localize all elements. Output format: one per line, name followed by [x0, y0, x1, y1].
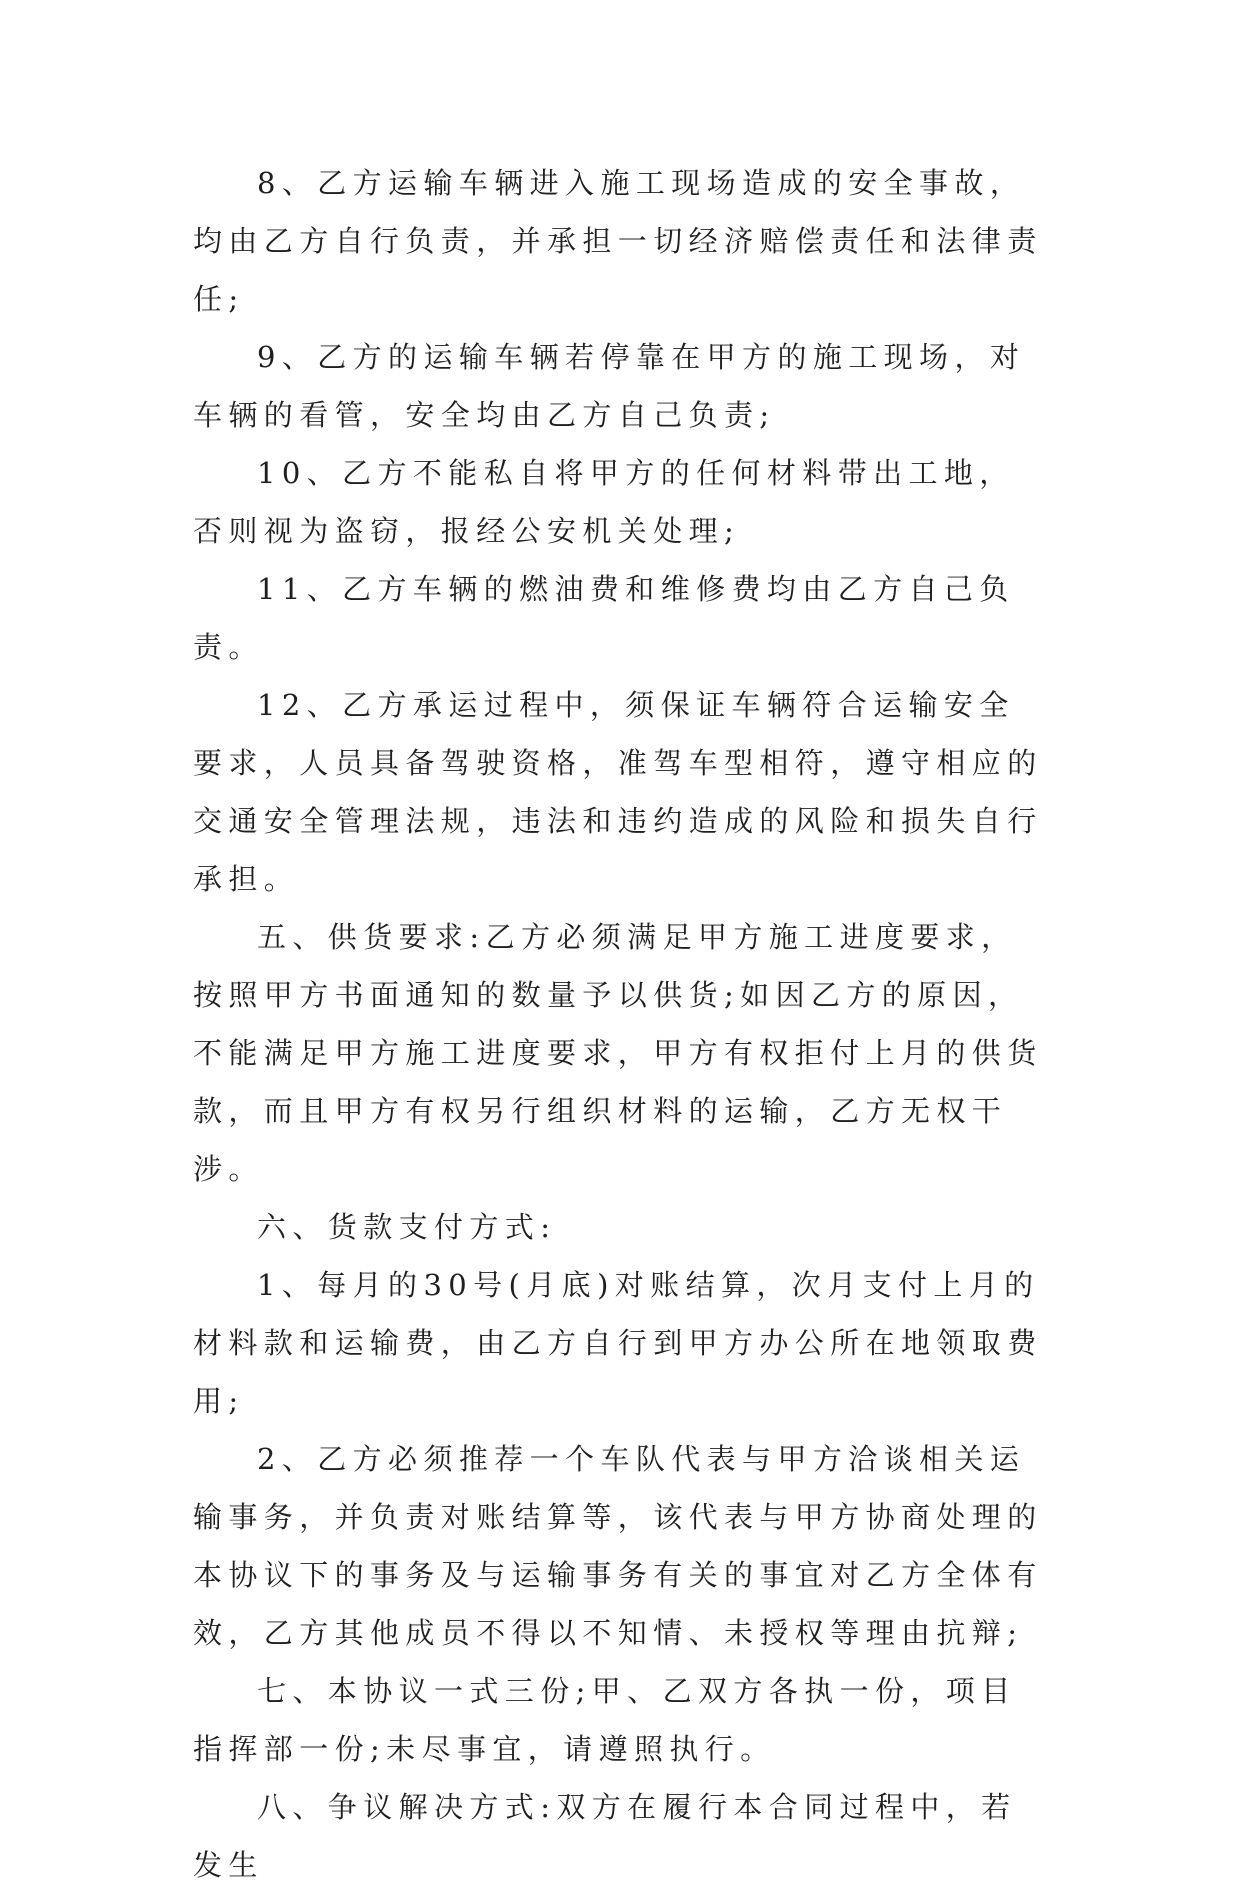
- paragraph-clause-8: 8、乙方运输车辆进入施工现场造成的安全事故，均由乙方自行负责，并承担一切经济赔偿责任和法律责任;: [193, 166, 1043, 316]
- document-body: [193, 154, 1043, 1894]
- paragraph-clause-12: 12、乙方承运过程中，须保证车辆符合运输安全要求，人员具备驾驶资格，准驾车型相符，遵守相应的交通安全管理法规，违法和违约造成的风险和损失自行承担。: [193, 688, 1043, 896]
- paragraph-section-5-supply: 五、供货要求:乙方必须满足甲方施工进度要求，按照甲方书面通知的数量予以供货;如因乙方的原因，不能满足甲方施工进度要求，甲方有权拒付上月的供货款，而且甲方有权另行组织材料的运输，乙方无权干涉。: [193, 920, 1043, 1186]
- paragraph-clause-11: 11、乙方车辆的燃油费和维修费均由乙方自己负责。: [193, 572, 1015, 664]
- paragraph-payment-2: 2、乙方必须推荐一个车队代表与甲方洽谈相关运输事务，并负责对账结算等，该代表与甲方协商处理的本协议下的事务及与运输事务有关的事宜对乙方全体有效，乙方其他成员不得以不知情、未授权等理由抗辩;: [193, 1442, 1043, 1650]
- paragraph-clause-10: 10、乙方不能私自将甲方的任何材料带出工地，否则视为盗窃，报经公安机关处理;: [193, 456, 1015, 548]
- paragraph-payment-1: 1、每月的30号(月底)对账结算，次月支付上月的材料款和运输费，由乙方自行到甲方办公所在地领取费用;: [193, 1268, 1043, 1418]
- paragraph-section-7-copies: 七、本协议一式三份;甲、乙双方各执一份，项目指挥部一份;未尽事宜，请遵照执行。: [193, 1674, 1017, 1766]
- paragraph-section-6-heading: 六、货款支付方式:: [257, 1210, 557, 1244]
- paragraph-clause-9: 9、乙方的运输车辆若停靠在甲方的施工现场，对车辆的看管，安全均由乙方自己负责;: [193, 340, 1026, 432]
- paragraph-section-8-dispute: 八、争议解决方式:双方在履行本合同过程中，若发生: [193, 1790, 1017, 1882]
